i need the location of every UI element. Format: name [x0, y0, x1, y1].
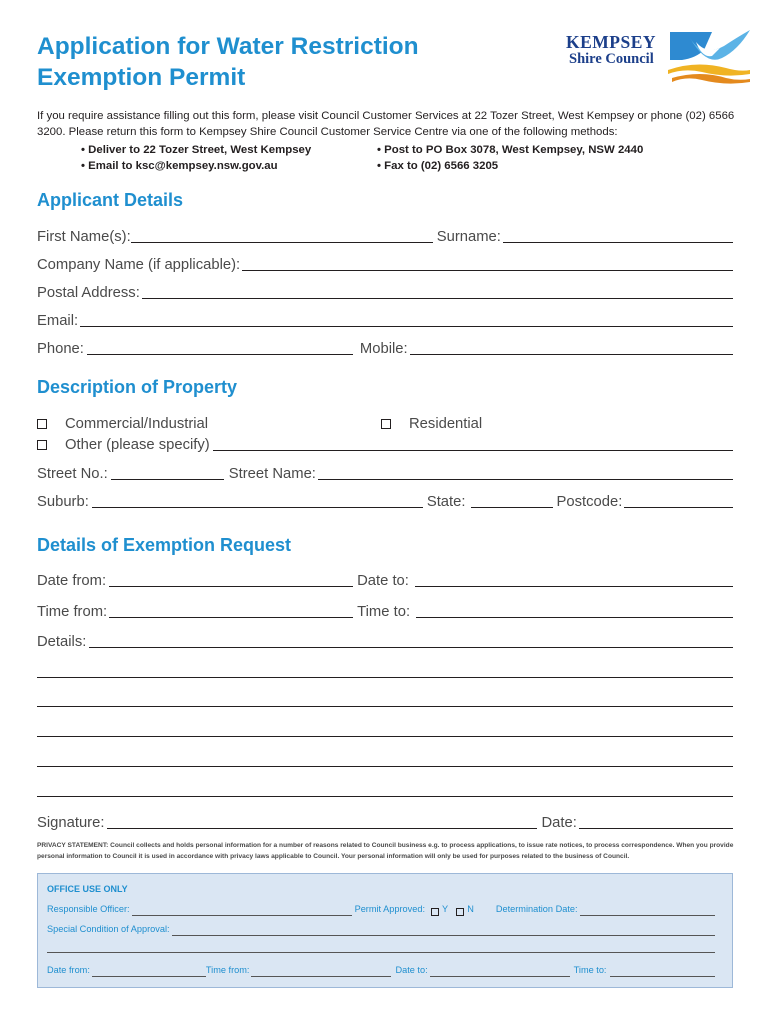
determination-date-field[interactable]: [580, 915, 715, 916]
permit-approved-label: Permit Approved:: [354, 904, 426, 914]
time-from-label: Time from:: [37, 604, 108, 620]
office-date-from-field[interactable]: [92, 976, 206, 977]
office-use-panel: [37, 873, 733, 988]
surname-label: Surname:: [436, 229, 501, 245]
other-field[interactable]: [213, 450, 733, 451]
time-from-field[interactable]: [109, 617, 353, 618]
details-line-6[interactable]: [37, 796, 733, 797]
first-name-field[interactable]: [131, 242, 433, 243]
office-time-from-label: Time from:: [205, 965, 250, 975]
method-post: • Post to PO Box 3078, West Kempsey, NSW 2440: [377, 144, 644, 156]
details-line-4[interactable]: [37, 736, 733, 737]
mobile-field[interactable]: [410, 354, 733, 355]
phone-label: Phone:: [37, 341, 84, 357]
page-title-line1: Application for Water Restriction: [37, 33, 419, 60]
residential-checkbox[interactable]: [381, 419, 391, 429]
surname-field[interactable]: [503, 242, 733, 243]
postcode-field[interactable]: [624, 507, 733, 508]
postcode-label: Postcode:: [556, 494, 623, 510]
office-date-to-label: Date to:: [395, 965, 428, 975]
special-condition-field[interactable]: [172, 935, 715, 936]
kempsey-shire-council-logo: [562, 28, 752, 86]
method-email: • Email to ksc@kempsey.nsw.gov.au: [81, 160, 278, 172]
approved-yes-label: Y: [442, 904, 449, 914]
details-field[interactable]: [89, 647, 733, 648]
special-condition-label: Special Condition of Approval:: [47, 924, 170, 934]
method-deliver: • Deliver to 22 Tozer Street, West Kempsey: [81, 144, 312, 156]
signature-date-label: Date:: [541, 815, 577, 831]
section-heading-property: Description of Property: [37, 377, 238, 397]
officer-field[interactable]: [132, 915, 352, 916]
details-line-3[interactable]: [37, 706, 733, 707]
row-email: [37, 310, 733, 330]
page-title-line2: Exemption Permit: [37, 64, 246, 91]
row-property-other: [37, 434, 733, 454]
office-time-from-field[interactable]: [251, 976, 391, 977]
method-fax: • Fax to (02) 6566 3205: [377, 160, 499, 172]
officer-label: Responsible Officer:: [47, 904, 130, 914]
row-signature: [37, 812, 733, 832]
time-to-field[interactable]: [416, 617, 733, 618]
other-label: Other (please specify): [65, 437, 210, 453]
approved-no-checkbox[interactable]: [456, 908, 464, 916]
residential-label: Residential: [409, 416, 483, 432]
office-row-dates: [47, 965, 715, 979]
details-label: Details:: [37, 634, 87, 650]
company-field[interactable]: [242, 270, 733, 271]
logo-bird-wave-icon: [666, 28, 752, 86]
office-row-special: [47, 924, 715, 938]
office-use-title: OFFICE USE ONLY: [47, 884, 128, 894]
suburb-label: Suburb:: [37, 494, 89, 510]
state-label: State:: [426, 494, 466, 510]
suburb-field[interactable]: [92, 507, 423, 508]
street-name-label: Street Name:: [228, 466, 316, 482]
company-label: Company Name (if applicable):: [37, 257, 241, 273]
street-no-label: Street No.:: [37, 466, 108, 482]
mobile-label: Mobile:: [359, 341, 408, 357]
signature-date-field[interactable]: [579, 828, 733, 829]
privacy-statement: PRIVACY STATEMENT: Council collects and holds personal information for a number of reasons related to Council business e.g. to process applications, to issue rate notices, to process correspondence. When you provide personal information to Council it is used in accordance with privacy laws applicable to Council. Your personal information will only be used for purposes related to the business of Council.: [37, 842, 734, 860]
section-heading-applicant: Applicant Details: [37, 190, 184, 210]
first-name-label: First Name(s):: [37, 229, 131, 245]
street-no-field[interactable]: [111, 479, 224, 480]
time-to-label: Time to:: [357, 604, 411, 620]
other-checkbox[interactable]: [37, 440, 47, 450]
row-postal: [37, 282, 733, 302]
commercial-checkbox[interactable]: [37, 419, 47, 429]
row-phone-mobile: [37, 338, 733, 358]
date-from-field[interactable]: [109, 586, 353, 587]
phone-field[interactable]: [87, 354, 353, 355]
date-to-label: Date to:: [357, 573, 409, 589]
state-field[interactable]: [471, 507, 553, 508]
row-street: [37, 463, 733, 483]
office-time-to-field[interactable]: [610, 976, 715, 977]
office-date-from-label: Date from:: [47, 965, 90, 975]
row-times: [37, 601, 733, 621]
details-line-2[interactable]: [37, 677, 733, 678]
date-from-label: Date from:: [37, 573, 107, 589]
email-field[interactable]: [80, 326, 733, 327]
approved-no-label: N: [467, 904, 474, 914]
special-condition-line-2[interactable]: [47, 952, 715, 953]
office-time-to-label: Time to:: [573, 965, 607, 975]
postal-label: Postal Address:: [37, 285, 140, 301]
signature-field[interactable]: [107, 828, 537, 829]
commercial-label: Commercial/Industrial: [65, 416, 209, 432]
row-details: [37, 631, 733, 651]
street-name-field[interactable]: [318, 479, 733, 480]
logo-text-kempsey: KEMPSEY: [566, 32, 657, 52]
details-line-5[interactable]: [37, 766, 733, 767]
office-date-to-field[interactable]: [430, 976, 570, 977]
date-to-field[interactable]: [415, 586, 733, 587]
row-first-name-surname: [37, 226, 733, 246]
row-company: [37, 254, 733, 274]
logo-text-shire-council: Shire Council: [569, 51, 654, 67]
approved-yes-checkbox[interactable]: [431, 908, 439, 916]
signature-label: Signature:: [37, 815, 105, 831]
determination-date-label: Determination Date:: [495, 904, 578, 914]
intro-text: If you require assistance filling out this form, please visit Council Customer Services at 22 Tozer Street, West Kempsey or phone (02) 6566 3200. Please return this form to Kempsey Shire Council Customer Service Centre via one of the following methods:: [37, 110, 735, 138]
section-heading-exemption: Details of Exemption Request: [37, 535, 292, 555]
page-title: [37, 31, 507, 93]
postal-field[interactable]: [142, 298, 733, 299]
row-suburb: [37, 491, 733, 511]
row-property-type: [37, 413, 733, 433]
row-dates: [37, 570, 733, 590]
email-label: Email:: [37, 313, 79, 329]
office-row-officer: [47, 904, 715, 918]
